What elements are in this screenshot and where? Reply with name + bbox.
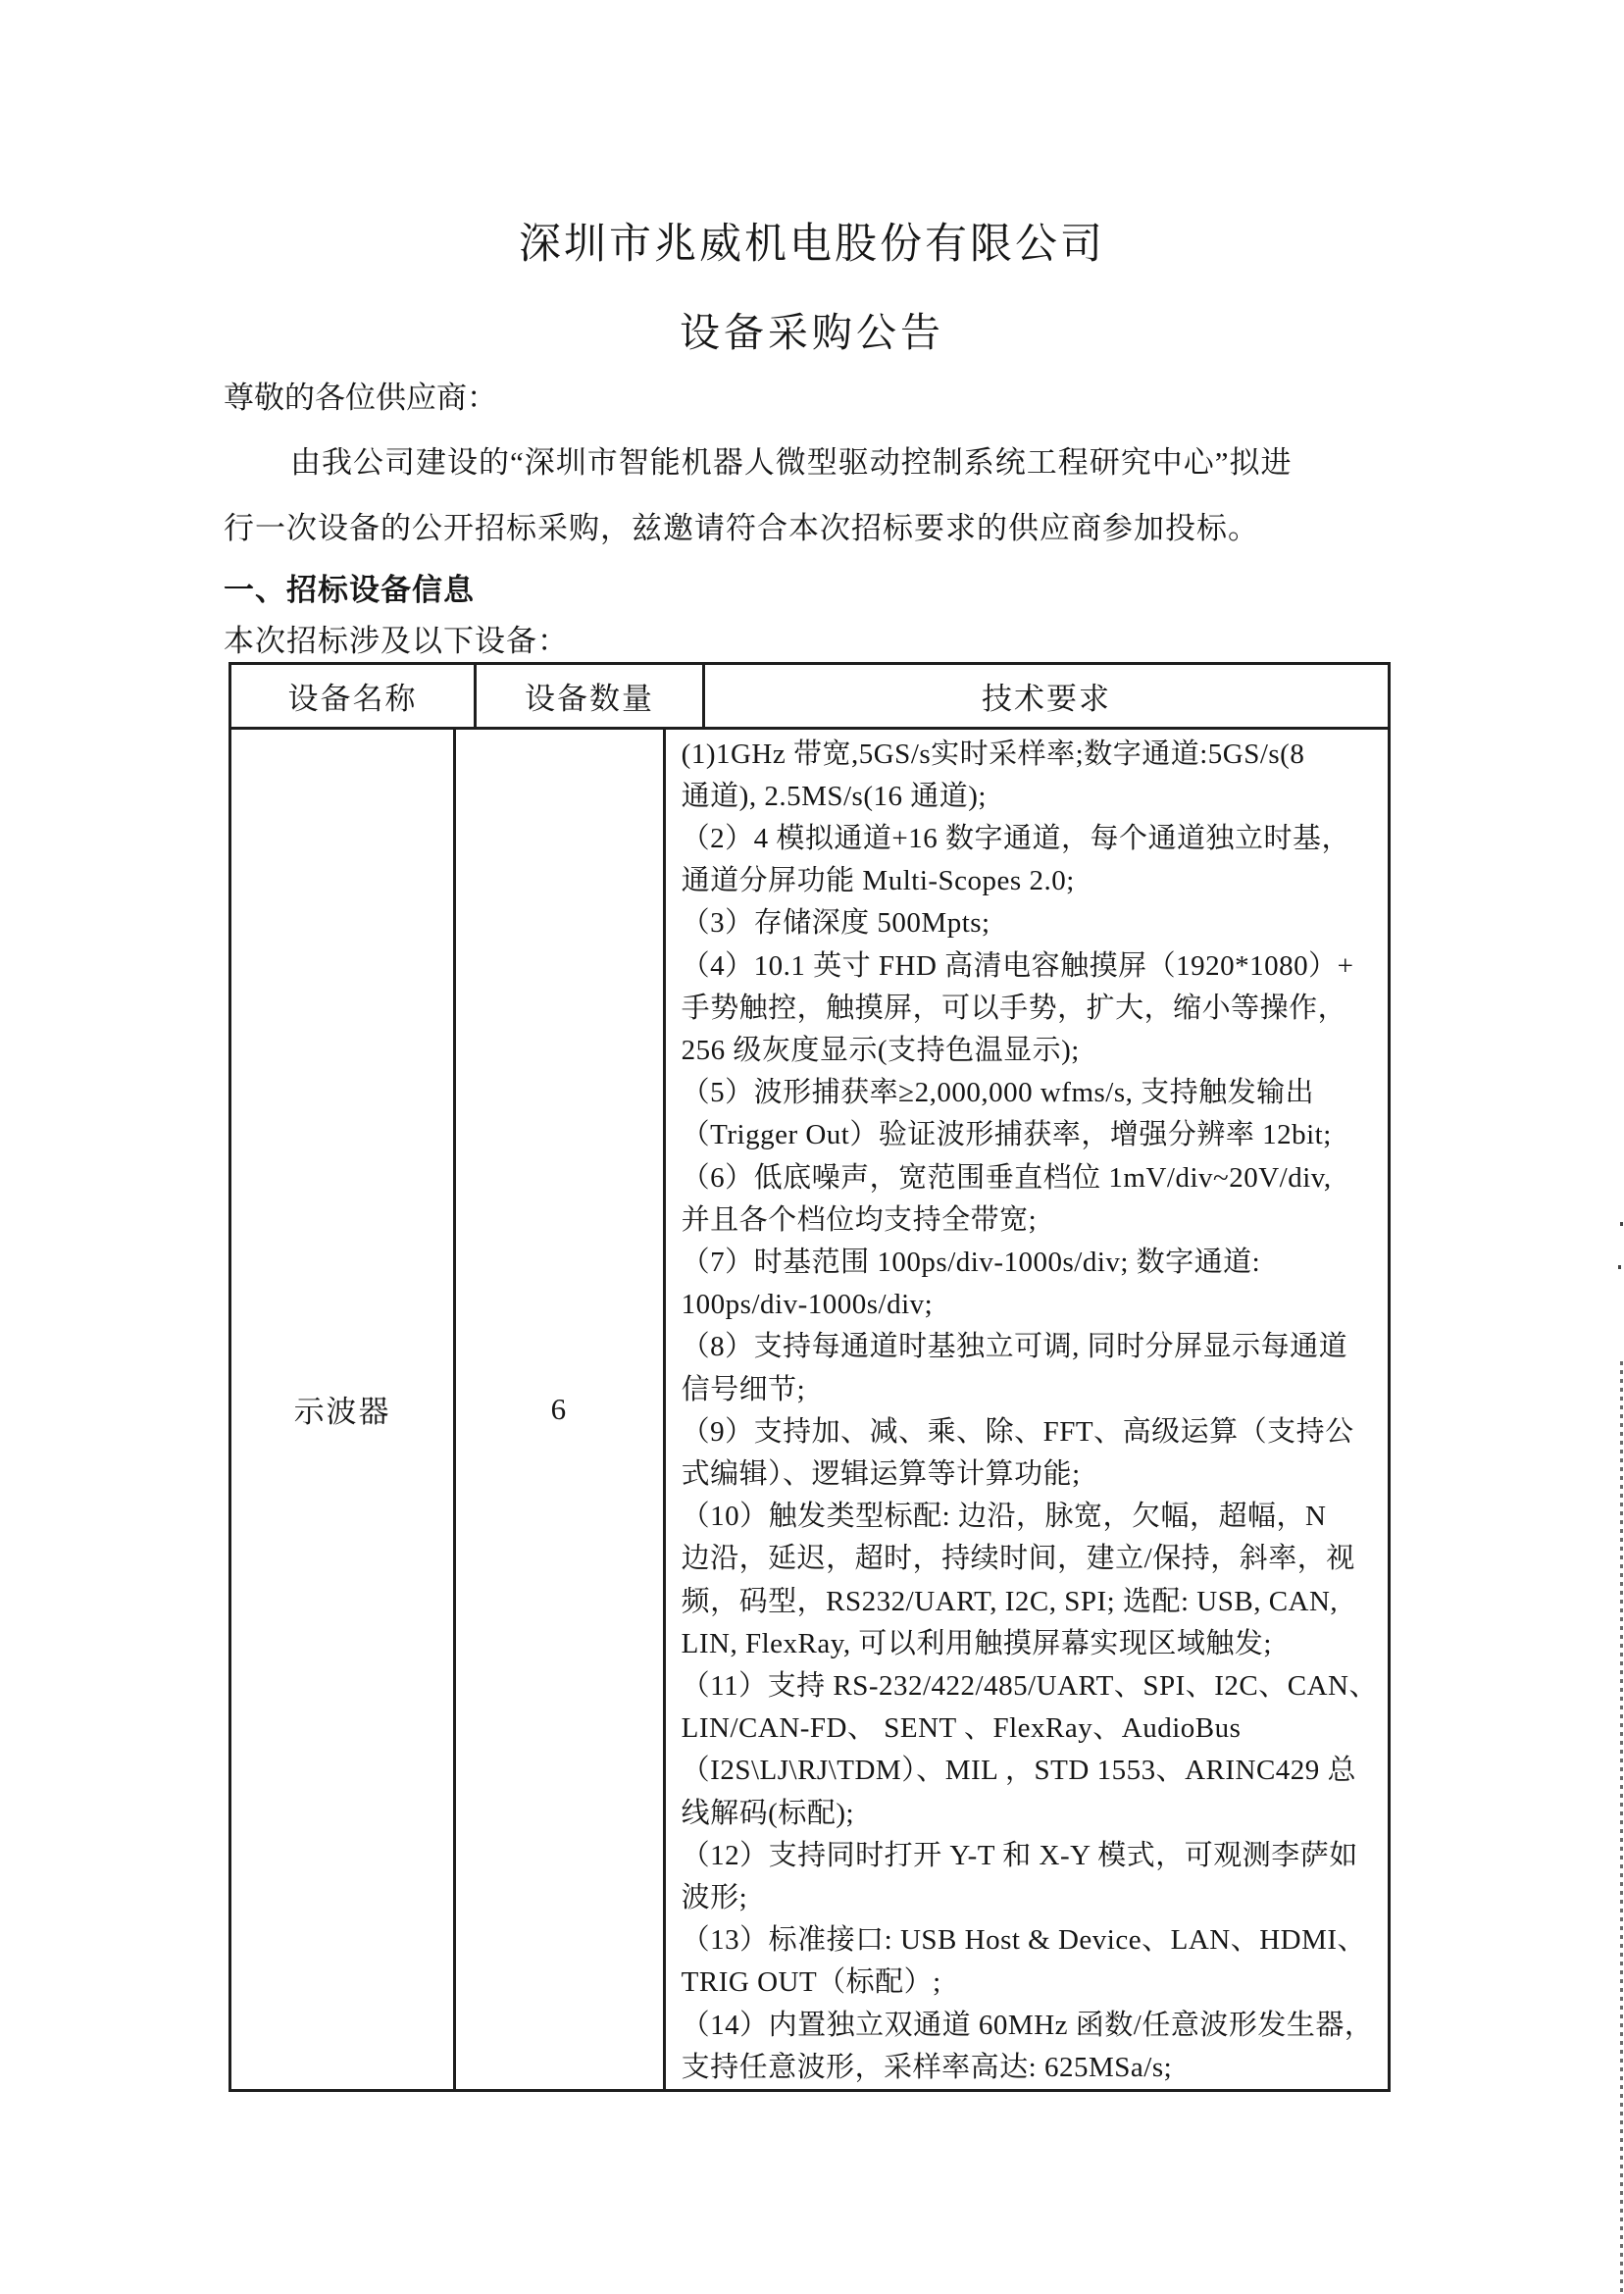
requirement-line: （4）10.1 英寸 FHD 高清电容触摸屏（1920*1080）+	[681, 949, 1354, 982]
table-header-row	[231, 665, 1388, 730]
table-intro-text: 本次招标涉及以下设备：	[224, 624, 569, 658]
requirement-line: （Trigger Out）验证波形捕获率，增强分辨率 12bit;	[681, 1119, 1332, 1151]
requirement-line: (1)1GHz 带宽,5GS/s实时采样率;数字通道:5GS/s(8	[681, 738, 1305, 770]
requirement-line: 并且各个档位均支持全带宽;	[681, 1203, 1038, 1236]
requirement-line: 波形;	[681, 1881, 748, 1913]
requirements-line-list	[666, 730, 1388, 2090]
requirement-line: 手势触控，触摸屏，可以手势，扩大，缩小等操作，	[681, 992, 1347, 1024]
requirement-line: （I2S\LJ\RJ\TDM）、MIL ，STD 1553、ARINC429 总	[681, 1755, 1357, 1787]
cell-device-quantity: 6	[456, 730, 666, 2090]
requirement-line: TRIG OUT（标配）;	[681, 1966, 941, 1999]
requirement-line: LIN, FlexRay, 可以利用触摸屏幕实现区域触发;	[681, 1627, 1272, 1659]
cell-device-name: 示波器	[231, 730, 456, 2090]
requirement-line: 通道), 2.5MS/s(16 通道);	[681, 780, 987, 812]
requirement-line: （13）标准接口: USB Host & Device、LAN、HDMI、	[681, 1924, 1367, 1957]
requirement-line: （2）4 模拟通道+16 数字通道，每个通道独立时基，	[681, 822, 1351, 854]
intro-paragraph-line-1: 由我公司建设的“深圳市智能机器人微型驱动控制系统工程研究中心”拟进	[290, 445, 1293, 480]
requirement-line: 式编辑）、逻辑运算等计算功能;	[681, 1457, 1081, 1490]
header-device-quantity: 设备数量	[477, 665, 705, 727]
requirement-line: LIN/CAN-FD、 SENT 、FlexRay、AudioBus	[681, 1712, 1242, 1745]
scan-artifact-dotted-line	[1620, 1361, 1623, 2294]
requirement-line: 256 级灰度显示(支持色温显示);	[681, 1034, 1080, 1066]
requirement-line: （6）低底噪声，宽范围垂直档位 1mV/div~20V/div,	[681, 1161, 1332, 1194]
scan-artifact-dot	[1618, 1265, 1621, 1269]
intro-paragraph-line-2: 行一次设备的公开招标采购，兹邀请符合本次招标要求的供应商参加投标。	[224, 511, 1259, 545]
header-technical-requirements: 技术要求	[982, 681, 1111, 716]
requirement-line: （12）支持同时打开 Y-T 和 X-Y 模式，可观测李萨如	[681, 1839, 1358, 1871]
announcement-subtitle: 设备采购公告	[680, 310, 944, 355]
requirement-line: 100ps/div-1000s/div;	[681, 1289, 934, 1321]
requirement-line: 通道分屏功能 Multi-Scopes 2.0;	[681, 865, 1075, 897]
cell-technical-requirements	[666, 730, 1388, 2090]
requirement-line: 边沿，延迟，超时，持续时间，建立/保持，斜率，视	[681, 1543, 1355, 1575]
header-device-name: 设备名称	[231, 665, 477, 727]
scan-artifact-dot	[1620, 1222, 1623, 1226]
requirement-line: （14）内置独立双通道 60MHz 函数/任意波形发生器，	[681, 2009, 1374, 2041]
requirement-line: （8）支持每通道时基独立可调, 同时分屏显示每通道	[681, 1331, 1348, 1363]
salutation-line: 尊敬的各位供应商：	[224, 381, 497, 415]
requirement-line: （7）时基范围 100ps/div-1000s/div; 数字通道:	[681, 1246, 1261, 1278]
company-title: 深圳市兆威机电股份有限公司	[519, 222, 1105, 268]
requirement-line: （9）支持加、减、乘、除、FFT、高级运算（支持公	[681, 1415, 1354, 1448]
requirement-line: （11）支持 RS-232/422/485/UART、SPI、I2C、CAN、	[681, 1669, 1378, 1702]
requirement-line: （10）触发类型标配: 边沿，脉宽，欠幅，超幅，N	[681, 1501, 1327, 1533]
requirement-line: 支持任意波形，采样率高达: 625MSa/s;	[681, 2051, 1173, 2083]
requirement-line: （5）波形捕获率≥2,000,000 wfms/s, 支持触发输出	[681, 1077, 1315, 1109]
section-heading-bidding-info: 一、招标设备信息	[224, 573, 475, 607]
requirement-line: 线解码(标配);	[681, 1797, 855, 1829]
equipment-spec-table	[228, 662, 1391, 2092]
requirement-line: 频，码型，RS232/UART, I2C, SPI; 选配: USB, CAN,	[681, 1585, 1339, 1617]
table-row	[231, 730, 1388, 2090]
requirement-line: 信号细节;	[681, 1373, 806, 1405]
requirement-line: （3）存储深度 500Mpts;	[681, 907, 990, 940]
